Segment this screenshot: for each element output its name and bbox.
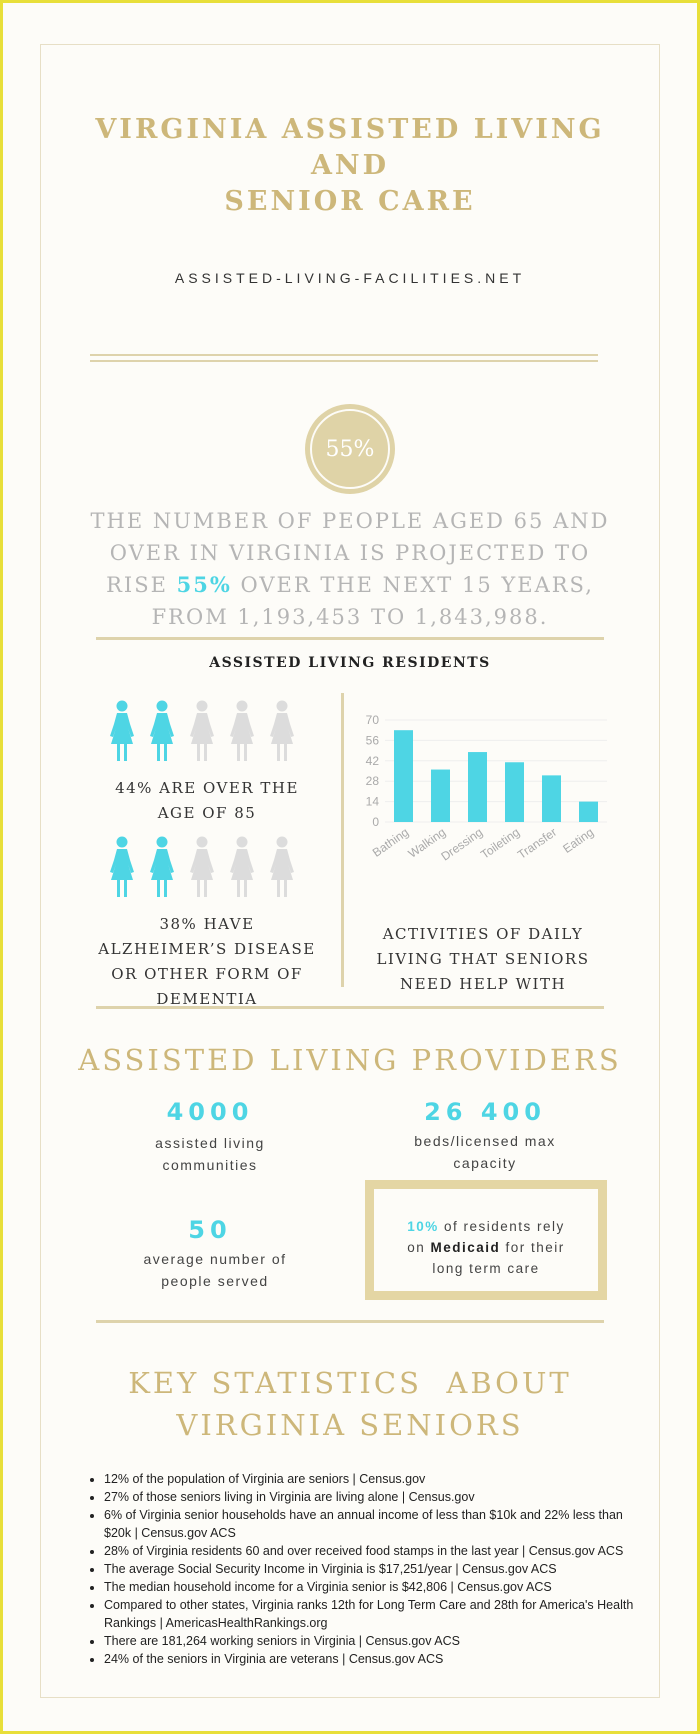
title-line-3: SENIOR CARE: [224, 186, 476, 217]
projection-text-after: OVER THE NEXT 15 YEARS, FROM 1,193,453 TO 1,843,988.: [151, 573, 594, 629]
x-tick-label: Dressing: [438, 824, 486, 864]
x-tick-label: Toileting: [478, 824, 523, 862]
statistic-item: • 6% of Virginia senior households have an annual income of less than $10k and 22% less than $20k | Census.gov ACS: [104, 1506, 644, 1542]
title-line-2: AND: [310, 150, 390, 181]
y-tick-label: 42: [365, 753, 379, 768]
projection-highlight: 55%: [176, 572, 232, 597]
x-tick-label: Bathing: [369, 824, 412, 860]
bar-eating: [579, 802, 598, 822]
person-icon: [268, 700, 296, 762]
divider: [96, 637, 604, 640]
key-statistics-heading: [60, 1362, 640, 1446]
dementia-stat: 38% HAVE ALZHEIMER’S DISEASE OR OTHER FORM OF DEMENTIA: [98, 915, 316, 1008]
page-title: [60, 112, 640, 220]
bar-walking: [431, 770, 450, 822]
average-served-label: average number of people served: [143, 1251, 287, 1289]
divider: [96, 1320, 604, 1323]
communities-label: assisted living communities: [155, 1135, 265, 1173]
bar-toileting: [505, 762, 524, 822]
vertical-divider: [341, 693, 344, 987]
person-icons-row: [108, 700, 296, 762]
bar-dressing: [468, 752, 487, 822]
person-icon: [228, 700, 256, 762]
statistic-item: • The median household income for a Virginia senior is $42,806 | Census.gov ACS: [104, 1578, 644, 1596]
statistic-item: • There are 181,264 working seniors in Virginia | Census.gov ACS: [104, 1632, 644, 1650]
communities-count: 4000: [166, 1098, 254, 1126]
y-tick-label: 28: [365, 774, 379, 789]
key-statistics-list: [84, 1470, 644, 1668]
percentage-badge: [305, 404, 395, 494]
key-statistics-heading-line-1: KEY STATISTICS ABOUT: [128, 1366, 572, 1400]
statistic-item: • 27% of those seniors living in Virginia are living alone | Census.gov: [104, 1488, 644, 1506]
y-tick-label: 56: [365, 733, 379, 748]
average-served-count: 50: [188, 1216, 232, 1244]
person-icon-highlighted: [108, 836, 136, 898]
person-icon-highlighted: [148, 836, 176, 898]
person-icon: [188, 700, 216, 762]
divider: [96, 1006, 604, 1009]
divider: [90, 354, 598, 362]
medicaid-text: [400, 1216, 572, 1279]
beds-label: beds/licensed max capacity: [414, 1133, 556, 1171]
statistic-item: • 12% of the population of Virginia are seniors | Census.gov: [104, 1470, 644, 1488]
person-icons-row: [108, 836, 296, 898]
percentage-badge-value: 55%: [325, 436, 375, 462]
x-tick-label: Walking: [405, 824, 449, 861]
statistic-item: • Compared to other states, Virginia ranks 12th for Long Term Care and 28th for America's Health Rankings | AmericasHealthRankings.org: [104, 1596, 644, 1632]
medicaid-keyword: Medicaid: [430, 1240, 501, 1255]
y-tick-label: 14: [365, 794, 379, 809]
y-tick-label: 70: [365, 713, 379, 727]
bar-transfer: [542, 775, 561, 822]
y-tick-label: 0: [372, 815, 379, 829]
statistic-item: • 24% of the seniors in Virginia are veterans | Census.gov ACS: [104, 1650, 644, 1668]
residents-heading: ASSISTED LIVING RESIDENTS: [209, 655, 491, 671]
site-name: ASSISTED-LIVING-FACILITIES.NET: [174, 270, 526, 286]
person-icon: [268, 836, 296, 898]
beds-count: 26 400: [424, 1098, 546, 1126]
person-icon-highlighted: [108, 700, 136, 762]
medicaid-text-part2: for their long term care: [432, 1240, 565, 1276]
over-85-stat: 44% ARE OVER THE AGE OF 85: [115, 779, 299, 822]
person-icon-highlighted: [148, 700, 176, 762]
projection-text: [80, 505, 620, 633]
medicaid-percentage: 10%: [407, 1219, 439, 1234]
providers-heading: ASSISTED LIVING PROVIDERS: [78, 1043, 622, 1077]
person-icon: [188, 836, 216, 898]
key-statistics-heading-line-2: VIRGINIA SENIORS: [176, 1408, 524, 1442]
medicaid-text-part1: of residents rely on: [407, 1219, 565, 1255]
person-icon: [228, 836, 256, 898]
x-tick-label: Transfer: [514, 824, 560, 862]
statistic-item: • 28% of Virginia residents 60 and over received food stamps in the last year | Census.gov ACS: [104, 1542, 644, 1560]
chart-caption: ACTIVITIES OF DAILY LIVING THAT SENIORS NEED HELP WITH: [376, 925, 590, 993]
statistic-item: • The average Social Security Income in Virginia is $17,251/year | Census.gov ACS: [104, 1560, 644, 1578]
projection-text-before: THE NUMBER OF PEOPLE AGED 65 AND OVER IN VIRGINIA IS PROJECTED TO RISE: [90, 509, 610, 597]
adl-bar-chart: [355, 710, 615, 885]
bar-bathing: [394, 730, 413, 822]
x-tick-label: Eating: [560, 824, 597, 856]
title-line-1: VIRGINIA ASSISTED LIVING: [95, 114, 605, 145]
